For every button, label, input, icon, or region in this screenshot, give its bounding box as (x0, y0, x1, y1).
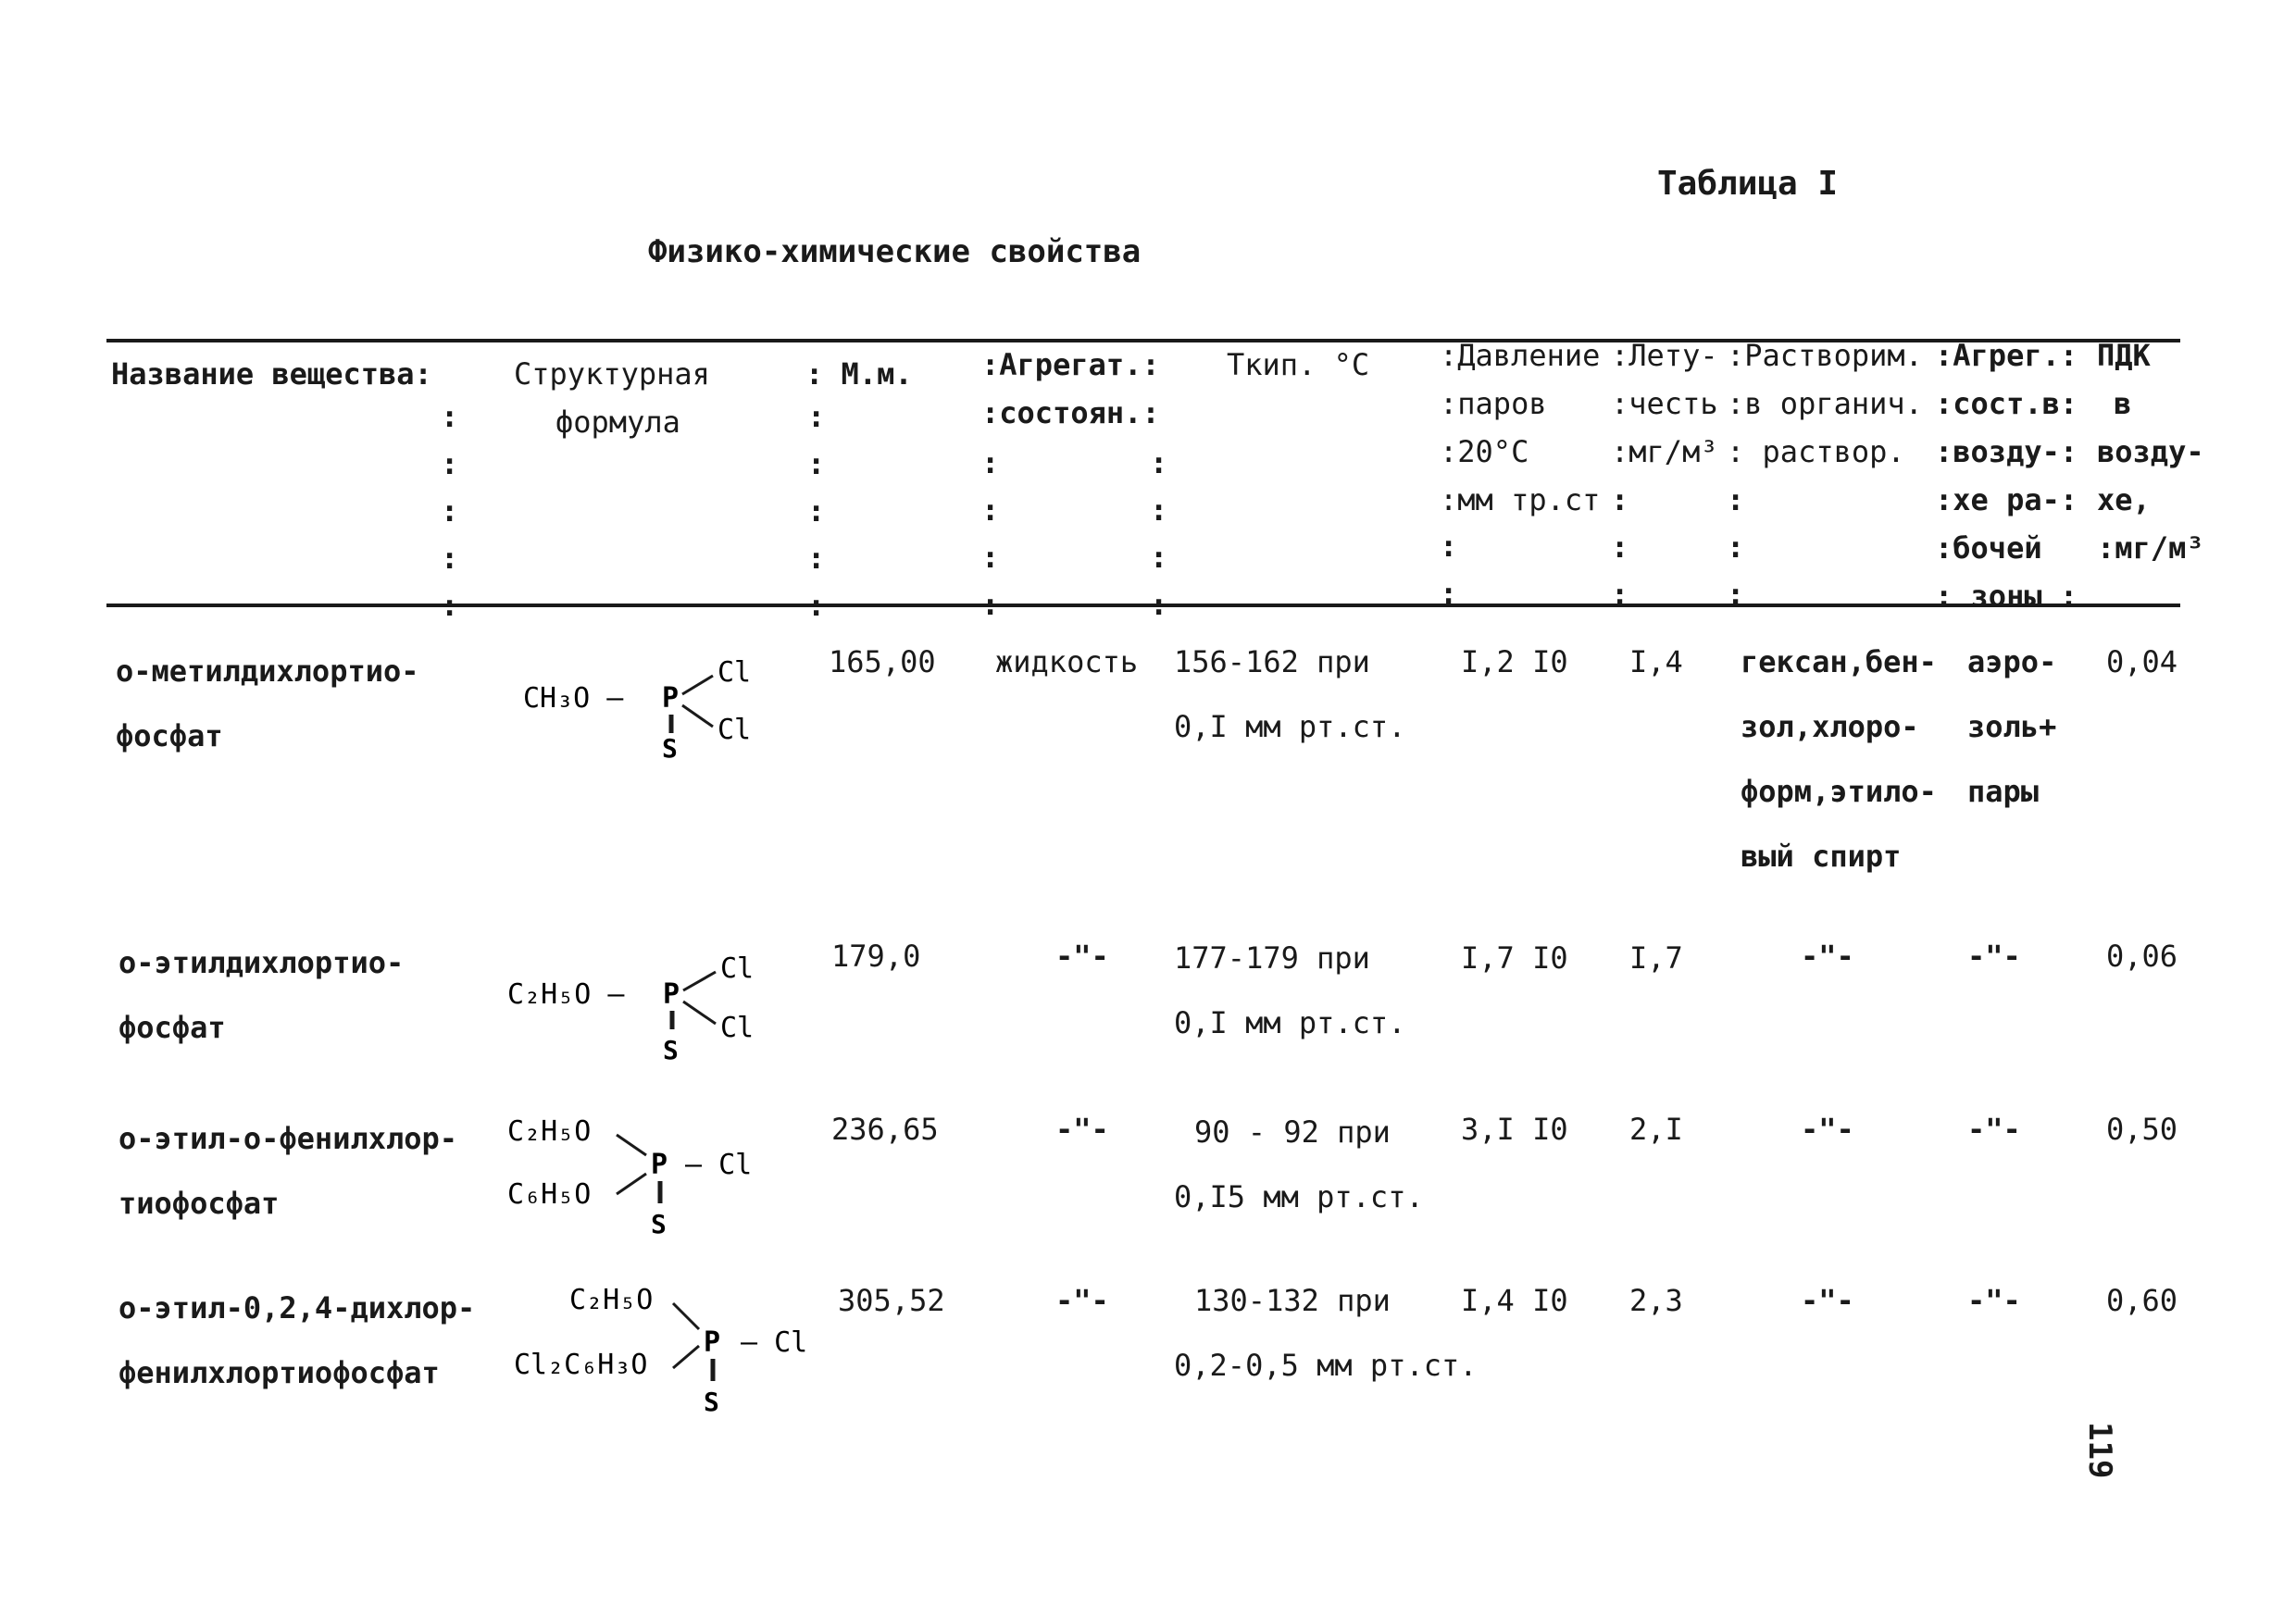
table-label: Таблица I (1657, 165, 1839, 203)
row2-volatility: I,7 (1629, 940, 1683, 976)
svg-text:P: P (663, 978, 680, 1011)
row1-name: о-метилдихлортио- фосфат (116, 653, 419, 753)
separator-colons: : : : : (1150, 445, 1168, 622)
svg-text:P: P (704, 1326, 721, 1359)
row3-mm: 236,65 (831, 1112, 939, 1147)
svg-text:Cl: Cl (718, 656, 752, 689)
svg-text:S: S (663, 1035, 679, 1065)
svg-text:P: P (651, 1149, 668, 1181)
header-aggregate: :Агрег.: :сост.в: :возду-: :хе ра-: :бочей : зоны : (1935, 338, 2078, 614)
header-mm: : М.м. (805, 356, 913, 392)
header-bottom-rule (106, 604, 2180, 607)
row2-name: о-этилдихлортио- фосфат (119, 945, 405, 1045)
row2-solubility: -"- (1801, 939, 1854, 974)
header-tkip: Ткип. °С (1227, 347, 1370, 382)
row4-solubility: -"- (1801, 1283, 1854, 1318)
row3-aggregate: -"- (1967, 1112, 2021, 1147)
row1-solubility: гексан,бен- зол,хлоро- форм,этило- вый спирт (1741, 644, 1937, 874)
row1-formula (523, 648, 801, 766)
row1-state: жидкость (995, 644, 1139, 679)
page-number: 119 (2081, 1422, 2118, 1479)
row2-aggregate: -"- (1967, 939, 2021, 974)
separator-colons: : : : : : (807, 399, 826, 623)
separator-colons: : : : (1727, 482, 1745, 612)
row2-pressure: I,7 I0 (1461, 940, 1568, 976)
row4-pressure: I,4 I0 (1461, 1283, 1568, 1318)
row2-mm: 179,0 (831, 939, 921, 974)
header-solubility: :Растворим. :в органич. : раствор. (1727, 338, 1923, 469)
separator-colons: : : (1440, 529, 1458, 611)
svg-text:Cl: Cl (718, 714, 752, 746)
row4-pdk: 0,60 (2106, 1283, 2178, 1318)
row1-pressure: I,2 I0 (1461, 644, 1568, 679)
svg-text:S: S (662, 733, 678, 764)
row4-state: -"- (1055, 1283, 1109, 1318)
row1-aggregate: аэро- золь+ пары (1967, 644, 2057, 809)
separator-colons: : : : : (981, 445, 1000, 622)
header-volatility: :Лету- :честь :мг/м³ (1611, 338, 1718, 469)
svg-text:C₆H₅O: C₆H₅O (507, 1178, 592, 1211)
row2-pdk: 0,06 (2106, 939, 2178, 974)
row2-formula (507, 942, 804, 1070)
row4-name: о-этил-0,2,4-дихлор- фенилхлортиофосфат (119, 1290, 476, 1390)
row4-volatility: 2,3 (1629, 1283, 1683, 1318)
table-title: Физико-химические свойства (648, 233, 1142, 270)
header-name: Название вещества: (111, 356, 432, 392)
row1-pdk: 0,04 (2106, 644, 2178, 679)
separator-colons: : : : : : (441, 399, 459, 623)
svg-text:CH₃O –: CH₃O – (523, 682, 624, 715)
row2-state: -"- (1055, 939, 1109, 974)
row4-mm: 305,52 (838, 1283, 945, 1318)
row3-volatility: 2,I (1629, 1112, 1683, 1147)
svg-text:S: S (704, 1387, 719, 1417)
svg-text:Cl: Cl (720, 1012, 755, 1044)
svg-text:S: S (651, 1209, 667, 1239)
row4-tkip: 130-132 при 0,2-0,5 мм рт.ст. (1174, 1283, 1478, 1383)
row3-name: о-этил-о-фенилхлор- тиофосфат (119, 1121, 458, 1221)
row3-tkip: 90 - 92 при 0,I5 мм рт.ст. (1174, 1114, 1424, 1214)
svg-text:C₂H₅O: C₂H₅O (569, 1284, 654, 1316)
row1-mm: 165,00 (829, 644, 936, 679)
row1-volatility: I,4 (1629, 644, 1683, 679)
header-state: :Агрегат.: :состоян.: (981, 347, 1160, 430)
svg-text:Cl₂C₆H₃O: Cl₂C₆H₃O (514, 1349, 648, 1381)
row3-pdk: 0,50 (2106, 1112, 2178, 1147)
row2-tkip: 177-179 при 0,I мм рт.ст. (1174, 940, 1406, 1040)
row3-formula (507, 1109, 813, 1246)
svg-text:– Cl: – Cl (685, 1149, 753, 1181)
row1-tkip: 156-162 при 0,I мм рт.ст. (1174, 644, 1406, 744)
row3-state: -"- (1055, 1112, 1109, 1147)
svg-text:– Cl: – Cl (741, 1326, 808, 1359)
row4-aggregate: -"- (1967, 1283, 2021, 1318)
svg-text:Cl: Cl (720, 952, 755, 985)
svg-text:C₂H₅O –: C₂H₅O – (507, 978, 625, 1011)
header-formula: Структурная формула (514, 356, 710, 440)
separator-colons: : : : (1611, 482, 1629, 612)
header-pdk: ПДК в возду- хе, :мг/м³ (2097, 338, 2204, 566)
row3-solubility: -"- (1801, 1112, 1854, 1147)
row4-formula (514, 1276, 847, 1422)
header-pressure: :Давление :паров :20°С :мм тр.ст (1440, 338, 1601, 517)
svg-text:C₂H₅O: C₂H₅O (507, 1115, 592, 1148)
row3-pressure: 3,I I0 (1461, 1112, 1568, 1147)
svg-text:P: P (662, 682, 680, 715)
